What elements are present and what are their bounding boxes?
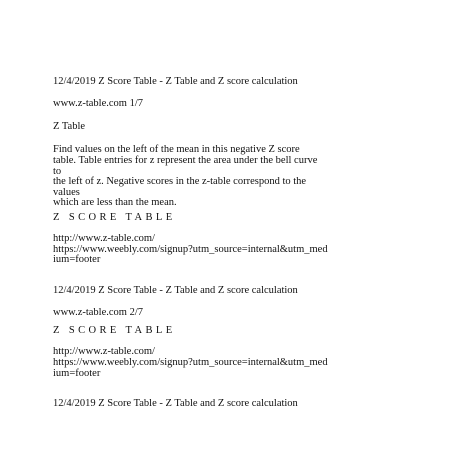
- link-line: ium=footer: [53, 368, 101, 379]
- link-line: http://www.z-table.com/: [53, 346, 155, 357]
- page-header: 12/4/2019 Z Score Table - Z Table and Z score calculation: [53, 398, 298, 409]
- section-heading: Z Table: [53, 121, 86, 132]
- paragraph-line: the left of z. Negative scores in the z-table correspond to the: [53, 176, 307, 187]
- page-header: 12/4/2019 Z Score Table - Z Table and Z score calculation: [53, 76, 298, 87]
- link-line: https://www.weebly.com/signup?utm_source=internal&utm_med: [53, 244, 328, 255]
- page-number-line: www.z-table.com 2/7: [53, 307, 143, 318]
- paragraph-line: values: [53, 187, 80, 198]
- link-line: https://www.weebly.com/signup?utm_source=internal&utm_med: [53, 357, 328, 368]
- banner-title: Z SCORE TABLE: [53, 325, 176, 336]
- link-line: http://www.z-table.com/: [53, 233, 155, 244]
- paragraph-line: which are less than the mean.: [53, 197, 177, 208]
- link-line: ium=footer: [53, 254, 101, 265]
- page-header: 12/4/2019 Z Score Table - Z Table and Z score calculation: [53, 285, 298, 296]
- page-number-line: www.z-table.com 1/7: [53, 98, 143, 109]
- banner-title: Z SCORE TABLE: [53, 212, 176, 223]
- paragraph-line: to: [53, 166, 62, 177]
- paragraph-line: Find values on the left of the mean in this negative Z score: [53, 144, 300, 155]
- paragraph-line: table. Table entries for z represent the area under the bell curve: [53, 155, 318, 166]
